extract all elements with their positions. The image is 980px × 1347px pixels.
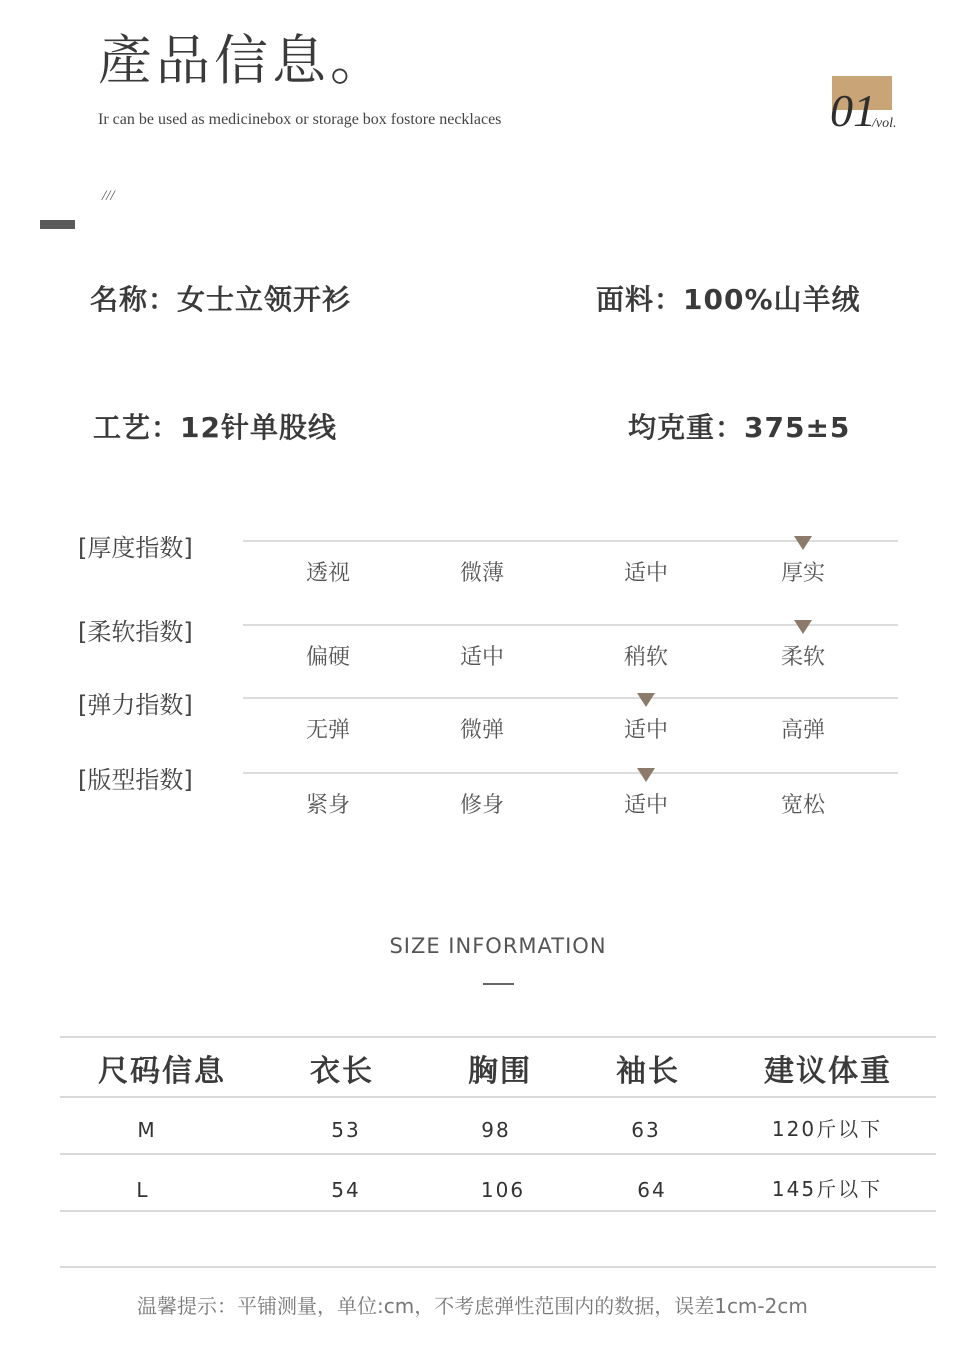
table-header-chest: 胸围 xyxy=(468,1054,532,1089)
index-label-elasticity: [弹力指数] xyxy=(78,691,193,719)
index-label-fit: [版型指数] xyxy=(78,766,193,794)
index-option: 适中 xyxy=(623,561,668,586)
table-cell: 106 xyxy=(480,1178,526,1202)
product-craft: 工艺：12针单股线 xyxy=(93,411,337,444)
index-option: 偏硬 xyxy=(305,645,350,670)
index-line-fit xyxy=(243,772,898,774)
index-option: 修身 xyxy=(459,793,504,818)
index-label-softness: [柔软指数] xyxy=(78,618,193,646)
index-marker-elasticity xyxy=(637,693,655,707)
table-cell: 63 xyxy=(631,1118,661,1142)
index-option: 微弹 xyxy=(459,718,504,743)
index-marker-thickness xyxy=(794,536,812,550)
table-cell: 54 xyxy=(331,1178,361,1202)
table-cell: 53 xyxy=(331,1118,361,1142)
table-row-border xyxy=(60,1210,936,1212)
index-option: 适中 xyxy=(623,718,668,743)
size-info-heading: SIZE INFORMATION xyxy=(389,934,607,958)
table-row-border xyxy=(60,1153,936,1155)
index-option: 适中 xyxy=(623,793,668,818)
index-option: 厚实 xyxy=(780,561,825,586)
measurement-note: 温馨提示：平铺测量，单位:cm，不考虑弹性范围内的数据，误差1cm-2cm xyxy=(137,1294,808,1318)
index-marker-softness xyxy=(794,620,812,634)
table-header-sleeve: 袖长 xyxy=(616,1054,680,1089)
index-option: 透视 xyxy=(305,561,350,586)
table-top-border xyxy=(60,1036,936,1038)
footnote-divider xyxy=(60,1266,936,1268)
table-cell: 98 xyxy=(481,1118,511,1142)
table-cell: 120斤以下 xyxy=(771,1117,883,1141)
index-option: 适中 xyxy=(459,645,504,670)
index-option: 宽松 xyxy=(780,793,825,818)
product-fabric: 面料：100%山羊绒 xyxy=(596,283,861,316)
table-cell: M xyxy=(137,1118,157,1142)
product-weight: 均克重：375±5 xyxy=(628,411,851,444)
table-header-weight: 建议体重 xyxy=(764,1054,892,1089)
index-option: 柔软 xyxy=(780,645,825,670)
table-header-size: 尺码信息 xyxy=(98,1054,226,1089)
volume-label: /vol. xyxy=(872,116,897,131)
index-option: 无弹 xyxy=(305,718,350,743)
index-option: 微薄 xyxy=(459,561,504,586)
table-header-length: 衣长 xyxy=(310,1054,374,1089)
volume-badge xyxy=(830,76,910,136)
index-option: 稍软 xyxy=(623,645,668,670)
page-title: 產品信息。 xyxy=(98,29,388,92)
index-line-elasticity xyxy=(243,697,898,699)
index-option: 紧身 xyxy=(305,793,350,818)
decorative-slashes: /// xyxy=(102,188,115,204)
size-info-divider xyxy=(483,983,514,985)
volume-number: 01 xyxy=(830,85,876,136)
index-label-thickness: [厚度指数] xyxy=(78,534,193,562)
decorative-bar xyxy=(40,220,75,229)
product-name: 名称：女士立领开衫 xyxy=(90,283,352,316)
index-marker-fit xyxy=(637,768,655,782)
table-cell: L xyxy=(136,1178,150,1202)
page-subtitle: Ir can be used as medicinebox or storage box fostore necklaces xyxy=(98,111,502,128)
table-header-border xyxy=(60,1096,936,1098)
index-option: 高弹 xyxy=(780,718,825,743)
table-cell: 145斤以下 xyxy=(771,1177,883,1201)
table-cell: 64 xyxy=(637,1178,667,1202)
